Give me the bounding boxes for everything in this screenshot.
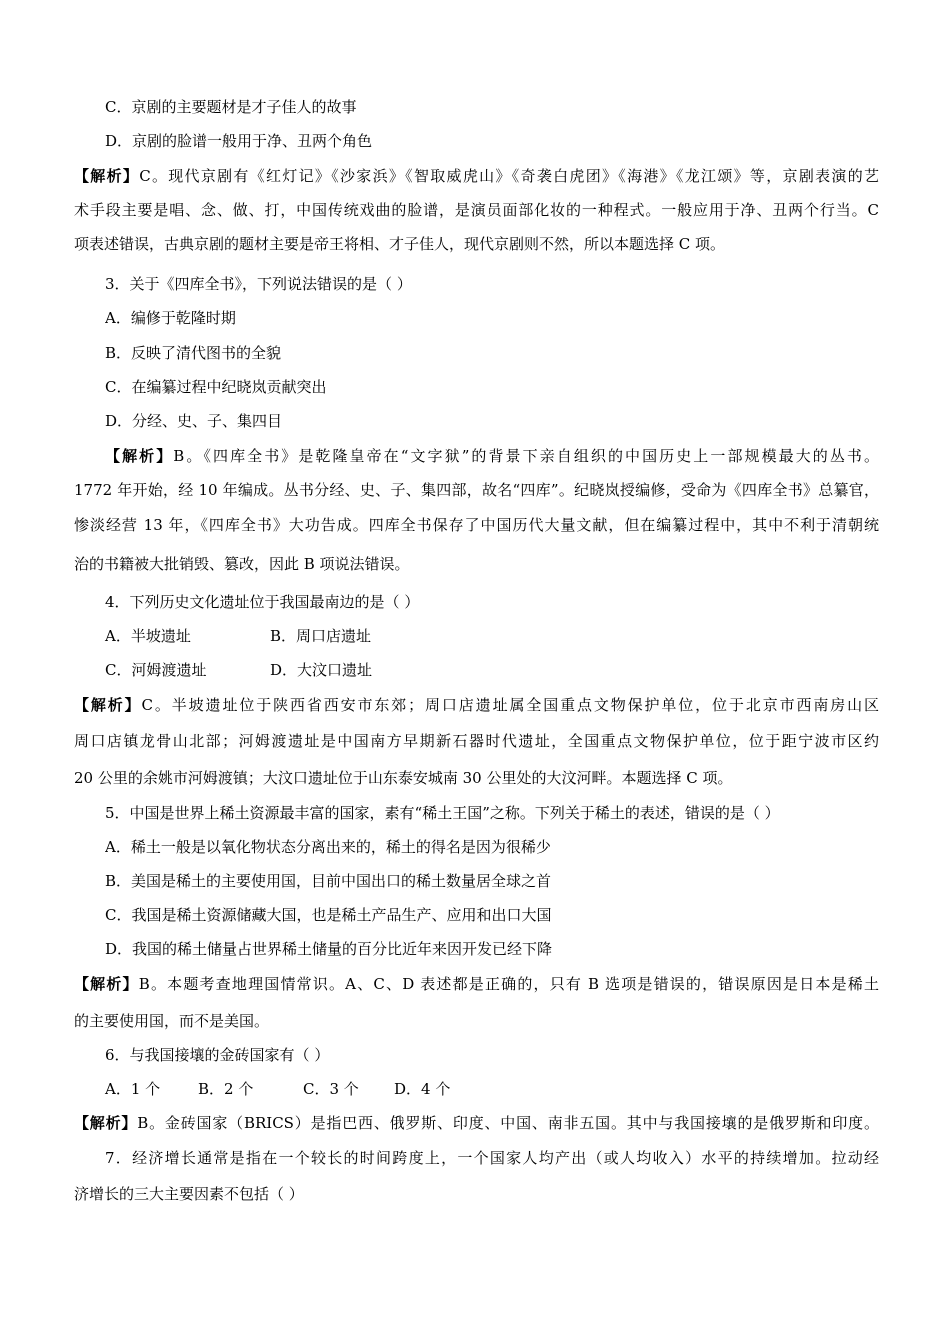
q3-option-a: A．编修于乾隆时期	[105, 309, 236, 327]
q3-option-b: B．反映了清代图书的全貌	[105, 344, 282, 362]
analysis-text: C。半坡遗址位于陕西省西安市东郊；周口店遗址属全国重点文物保护单位，位于北京市西南房山区	[141, 696, 879, 714]
q5-option-c: C．我国是稀土资源储藏大国，也是稀土产品生产、应用和出口大国	[105, 906, 552, 924]
q5-analysis-line-2: 的主要使用国，而不是美国。	[74, 1012, 270, 1030]
q4-option-b: B．周口店遗址	[270, 627, 372, 645]
q5-analysis-line-1	[74, 974, 879, 994]
analysis-text: B。金砖国家（BRICS）是指巴西、俄罗斯、印度、中国、南非五国。其中与我国接壤的是俄罗斯和印度。	[137, 1114, 879, 1132]
q2-analysis-line-1	[74, 166, 879, 186]
q4-option-d: D．大汶口遗址	[270, 661, 373, 679]
q4-analysis-line-2: 周口店镇龙骨山北部；河姆渡遗址是中国南方早期新石器时代遗址，全国重点文物保护单位，位于距宁波市区约	[74, 732, 879, 750]
q5-question: 5．中国是世界上稀土资源最丰富的国家，素有“稀土王国”之称。下列关于稀土的表述，错误的是（ ）	[105, 804, 780, 822]
q3-analysis-line-2: 1772 年开始，经 10 年编成。丛书分经、史、子、集四部，故名“四库”。纪晓岚授编修，受命为《四库全书》总纂官，	[74, 481, 879, 499]
q4-option-c: C．河姆渡遗址	[105, 661, 207, 679]
q6-option-c: C．3 个	[303, 1080, 359, 1098]
q2-analysis-line-2: 术手段主要是唱、念、做、打，中国传统戏曲的脸谱，是演员面部化妆的一种程式。一般应用于净、丑两个行当。C	[74, 201, 879, 219]
analysis-text: B。《四库全书》是乾隆皇帝在“文字狱”的背景下亲自组织的中国历史上一部规模最大的丛书。	[173, 447, 879, 465]
q3-option-d: D．分经、史、子、集四目	[105, 412, 283, 430]
q3-analysis-line-3: 惨淡经营 13 年，《四库全书》大功告成。四库全书保存了中国历代大量文献，但在编纂过程中，其中不利于清朝统	[74, 516, 879, 534]
q2-option-c: C．京剧的主要题材是才子佳人的故事	[105, 98, 357, 116]
analysis-label: 【解析】	[105, 447, 174, 465]
q4-option-a: A．半坡遗址	[105, 627, 191, 645]
q3-analysis-line-4: 治的书籍被大批销毁、篡改，因此 B 项说法错误。	[74, 555, 410, 573]
analysis-label: 【解析】	[74, 696, 142, 714]
q6-analysis-line-1	[74, 1113, 879, 1133]
q3-analysis-line-1	[105, 446, 879, 466]
q2-analysis-line-3: 项表述错误，古典京剧的题材主要是帝王将相、才子佳人，现代京剧则不然，所以本题选择 C 项。	[74, 235, 726, 253]
q6-option-b: B．2 个	[198, 1080, 254, 1098]
analysis-label: 【解析】	[74, 975, 139, 993]
analysis-label: 【解析】	[74, 1114, 138, 1132]
q6-option-d: D．4 个	[394, 1080, 451, 1098]
analysis-text: C。现代京剧有《红灯记》《沙家浜》《智取威虎山》《奇袭白虎团》《海港》《龙江颂》等，京剧表演的艺	[139, 167, 879, 185]
q5-option-b: B．美国是稀土的主要使用国，目前中国出口的稀土数量居全球之首	[105, 872, 552, 890]
q6-question: 6．与我国接壤的金砖国家有（ ）	[105, 1046, 330, 1064]
q3-question: 3．关于《四库全书》，下列说法错误的是（ ）	[105, 275, 412, 293]
q4-analysis-line-3: 20 公里的余姚市河姆渡镇；大汶口遗址位于山东泰安城南 30 公里处的大汶河畔。本题选择 C 项。	[74, 769, 733, 787]
q4-question: 4．下列历史文化遗址位于我国最南边的是（ ）	[105, 593, 420, 611]
q5-option-d: D．我国的稀土储量占世界稀土储量的百分比近年来因开发已经下降	[105, 940, 553, 958]
q3-option-c: C．在编纂过程中纪晓岚贡献突出	[105, 378, 327, 396]
analysis-text: B。本题考查地理国情常识。A、C、D 表述都是正确的，只有 B 选项是错误的，错误原因是日本是稀土	[138, 975, 879, 993]
analysis-label: 【解析】	[74, 167, 140, 185]
q6-option-a: A．1 个	[105, 1080, 161, 1098]
q4-analysis-line-1	[74, 695, 879, 715]
q7-question-line-1: 7．经济增长通常是指在一个较长的时间跨度上，一个国家人均产出（或人均收入）水平的持续增加。拉动经	[105, 1149, 879, 1167]
q2-option-d: D．京剧的脸谱一般用于净、丑两个角色	[105, 132, 373, 150]
q5-option-a: A．稀土一般是以氧化物状态分离出来的，稀土的得名是因为很稀少	[105, 838, 551, 856]
q7-question-line-2: 济增长的三大主要因素不包括（ ）	[74, 1185, 304, 1203]
